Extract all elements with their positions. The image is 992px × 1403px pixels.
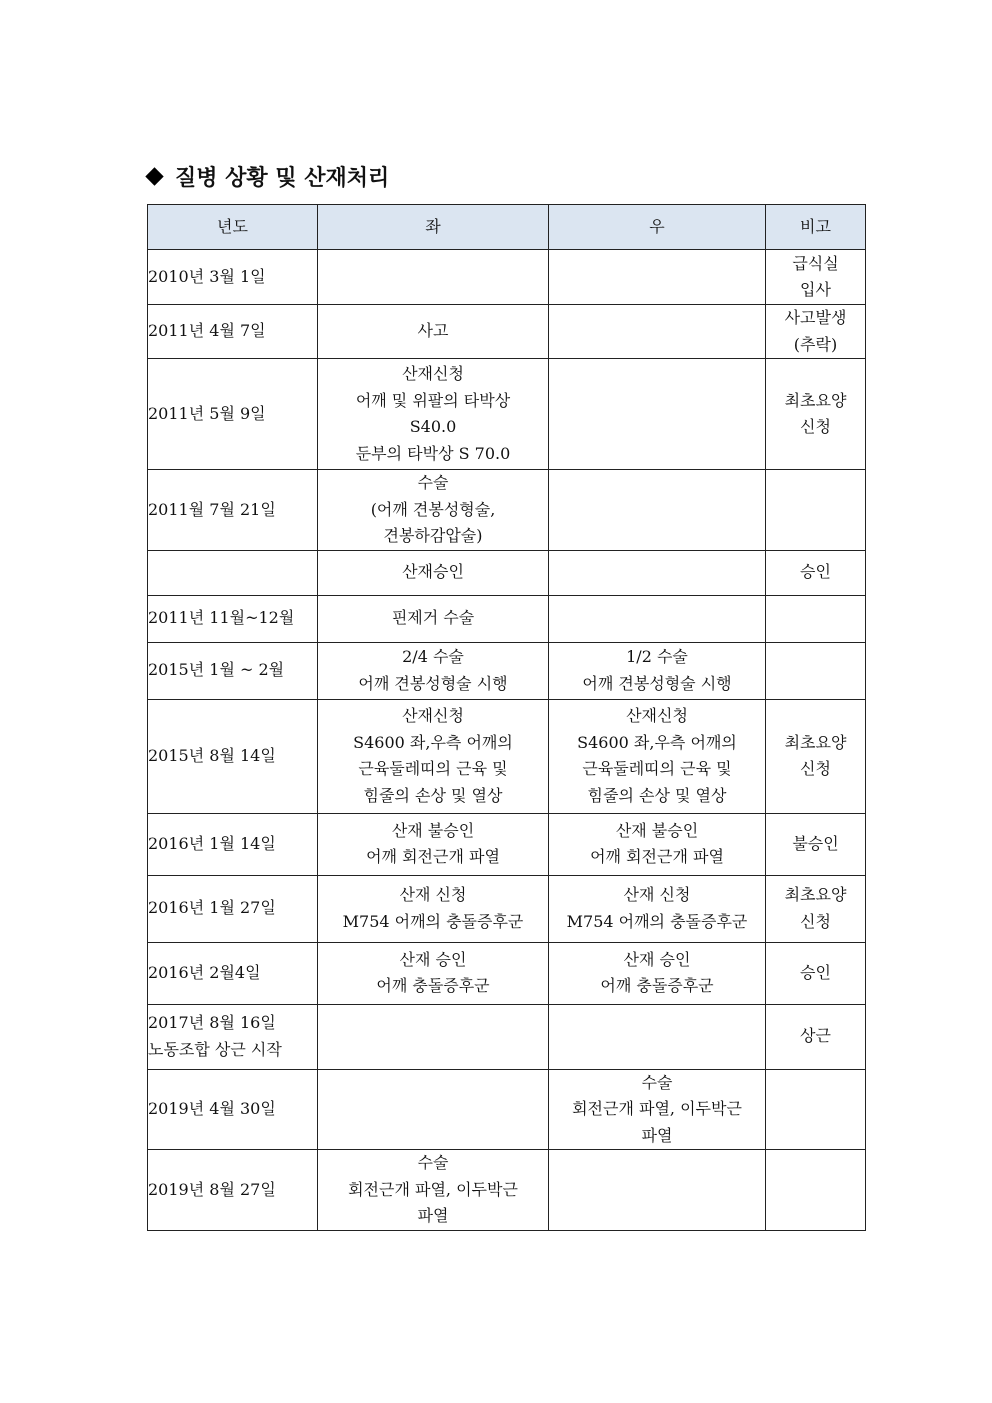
right-cell [549, 942, 766, 1004]
note-cell [766, 550, 866, 595]
right-cell [549, 642, 766, 699]
column-header-year: 년도 [148, 205, 318, 250]
cell-text-line: 승인 [800, 562, 831, 582]
cell-text-line: 2016년 1월 14일 [148, 833, 276, 853]
cell-text-line: 사고발생 [784, 308, 847, 327]
cell-text-line: 근육둘레띠의 근육 및 [358, 759, 508, 778]
cell-text-line: 어깨 견봉성형술 시행 [358, 673, 508, 693]
note-cell [766, 699, 866, 813]
cell-text-line: 2011년 4월 7일 [148, 321, 266, 341]
cell-text-line: 2016년 1월 27일 [148, 898, 276, 918]
left-cell [318, 1069, 549, 1150]
note-cell [766, 595, 866, 642]
header-row [148, 205, 866, 250]
left-cell [318, 875, 549, 942]
cell-text-line: 어깨 회전근개 파열 [590, 847, 724, 866]
cell-text-line: 2011년 5월 9일 [148, 403, 266, 423]
records-table [147, 204, 866, 1231]
right-cell [549, 1004, 766, 1069]
note-cell [766, 305, 866, 359]
cell-text-line: (어깨 견봉성형술, [370, 499, 496, 519]
year-cell [148, 1069, 318, 1150]
cell-text-line: 2011년 11월~12월 [148, 608, 295, 628]
cell-text-line: 둔부의 타박상 S 70.0 [355, 443, 511, 463]
table-row [148, 595, 866, 642]
right-cell [549, 470, 766, 551]
left-cell [318, 699, 549, 813]
cell-text-line: 최초요양 [784, 732, 847, 752]
cell-text-line: 산재 불승인 [391, 820, 475, 840]
cell-text-line: 산재신청 [626, 706, 688, 725]
note-cell [766, 470, 866, 551]
right-cell [549, 595, 766, 642]
column-header-note: 비고 [766, 205, 866, 250]
cell-text-line: 어깨 충돌증후군 [376, 976, 490, 995]
table-row [148, 1150, 866, 1231]
right-cell [549, 813, 766, 875]
cell-text-line: 2019년 8월 27일 [148, 1179, 276, 1199]
diamond-bullet-icon [145, 167, 163, 185]
cell-text-line: 어깨 충돌증후군 [600, 976, 714, 995]
cell-text-line: 회전근개 파열, 이두박근 [572, 1099, 742, 1118]
cell-text-line: 2015년 1월 ~ 2월 [148, 660, 285, 680]
note-cell [766, 1150, 866, 1231]
left-cell [318, 470, 549, 551]
table-row [148, 359, 866, 470]
left-cell [318, 813, 549, 875]
year-cell [148, 470, 318, 551]
year-cell [148, 250, 318, 305]
note-cell [766, 359, 866, 470]
left-cell [318, 595, 549, 642]
year-cell [148, 595, 318, 642]
table-row [148, 642, 866, 699]
year-cell [148, 813, 318, 875]
cell-text-line: 수술 [417, 473, 449, 492]
cell-text-line: 핀제거 수술 [391, 608, 475, 628]
note-cell [766, 942, 866, 1004]
cell-text-line: 불승인 [792, 833, 839, 853]
cell-text-line: S4600 좌,우측 어깨의 [577, 732, 737, 752]
column-header-right: 우 [549, 205, 766, 250]
cell-text-line: 산재승인 [402, 562, 464, 582]
cell-text-line: 어깨 회전근개 파열 [366, 847, 500, 866]
cell-text-line: 파열 [417, 1206, 449, 1225]
cell-text-line: 산재 불승인 [615, 820, 699, 840]
cell-text-line: 산재 승인 [623, 949, 691, 969]
note-cell [766, 875, 866, 942]
note-cell [766, 250, 866, 305]
right-cell [549, 875, 766, 942]
cell-text-line: 사고 [417, 321, 449, 341]
year-cell [148, 699, 318, 813]
table-row [148, 813, 866, 875]
cell-text-line: 2015년 8월 14일 [148, 745, 276, 765]
table-row [148, 1069, 866, 1150]
cell-text-line: S40.0 [409, 417, 457, 436]
right-cell [549, 250, 766, 305]
cell-text-line: 수술 [641, 1072, 673, 1092]
right-cell [549, 699, 766, 813]
cell-text-line: 승인 [800, 962, 831, 982]
heading-text: 질병 상황 및 산재처리 [175, 165, 390, 191]
cell-text-line: 파열 [641, 1125, 673, 1145]
left-cell [318, 359, 549, 470]
column-header-left: 좌 [318, 205, 549, 250]
cell-text-line: 2017년 8월 16일 [148, 1013, 276, 1032]
year-cell [148, 1004, 318, 1069]
year-cell [148, 1150, 318, 1231]
table-row [148, 942, 866, 1004]
table-row [148, 470, 866, 551]
right-cell [549, 305, 766, 359]
cell-text-line: 근육둘레띠의 근육 및 [582, 759, 732, 778]
note-cell [766, 1069, 866, 1150]
left-cell [318, 250, 549, 305]
left-cell [318, 305, 549, 359]
cell-text-line: 수술 [417, 1153, 449, 1172]
year-cell [148, 875, 318, 942]
year-cell [148, 305, 318, 359]
note-cell [766, 642, 866, 699]
left-cell [318, 1150, 549, 1231]
year-cell [148, 550, 318, 595]
right-cell [549, 550, 766, 595]
cell-text-line: 힘줄의 손상 및 열상 [363, 785, 503, 805]
year-cell [148, 642, 318, 699]
cell-text-line: 견봉하감압술) [383, 526, 483, 545]
table-row [148, 550, 866, 595]
cell-text-line: 회전근개 파열, 이두박근 [348, 1179, 518, 1199]
table-row [148, 250, 866, 305]
right-cell [549, 1150, 766, 1231]
right-cell [549, 1069, 766, 1150]
year-cell [148, 359, 318, 470]
cell-text-line: 산재신청 [402, 706, 464, 725]
left-cell [318, 942, 549, 1004]
cell-text-line: 산재신청 [402, 364, 464, 383]
cell-text-line: 최초요양 [784, 390, 847, 410]
cell-text-line: M754 어깨의 충돌증후군 [342, 911, 524, 931]
cell-text-line: 급식실 [792, 253, 839, 273]
cell-text-line: 2/4 수술 [402, 647, 464, 666]
cell-text-line: 2010년 3월 1일 [148, 266, 266, 286]
note-cell [766, 813, 866, 875]
table-row [148, 699, 866, 813]
cell-text-line: S4600 좌,우측 어깨의 [353, 732, 513, 752]
cell-text-line: 어깨 및 위팔의 타박상 [355, 390, 511, 410]
cell-text-line: 노동조합 상근 시작 [148, 1039, 282, 1059]
cell-text-line: 2011월 7월 21일 [148, 499, 276, 519]
note-cell [766, 1004, 866, 1069]
cell-text-line: 신청 [800, 417, 831, 436]
left-cell [318, 1004, 549, 1069]
table-row [148, 1004, 866, 1069]
cell-text-line: 1/2 수술 [626, 647, 688, 666]
cell-text-line: 신청 [800, 759, 831, 778]
cell-text-line: 상근 [800, 1026, 831, 1046]
cell-text-line: (추락) [793, 334, 838, 354]
cell-text-line: 어깨 견봉성형술 시행 [582, 673, 732, 693]
cell-text-line: 입사 [800, 280, 831, 299]
section-heading [144, 160, 389, 192]
table-row [148, 305, 866, 359]
right-cell [549, 359, 766, 470]
cell-text-line: 산재 승인 [399, 949, 467, 969]
left-cell [318, 550, 549, 595]
left-cell [318, 642, 549, 699]
cell-text-line: 산재 신청 [399, 885, 467, 904]
cell-text-line: M754 어깨의 충돌증후군 [566, 911, 748, 931]
cell-text-line: 2016년 2월4일 [148, 962, 261, 982]
cell-text-line: 2019년 4월 30일 [148, 1099, 276, 1118]
year-cell [148, 942, 318, 1004]
cell-text-line: 신청 [800, 911, 831, 931]
cell-text-line: 힘줄의 손상 및 열상 [587, 785, 727, 805]
cell-text-line: 최초요양 [784, 885, 847, 904]
table-row [148, 875, 866, 942]
cell-text-line: 산재 신청 [623, 885, 691, 904]
